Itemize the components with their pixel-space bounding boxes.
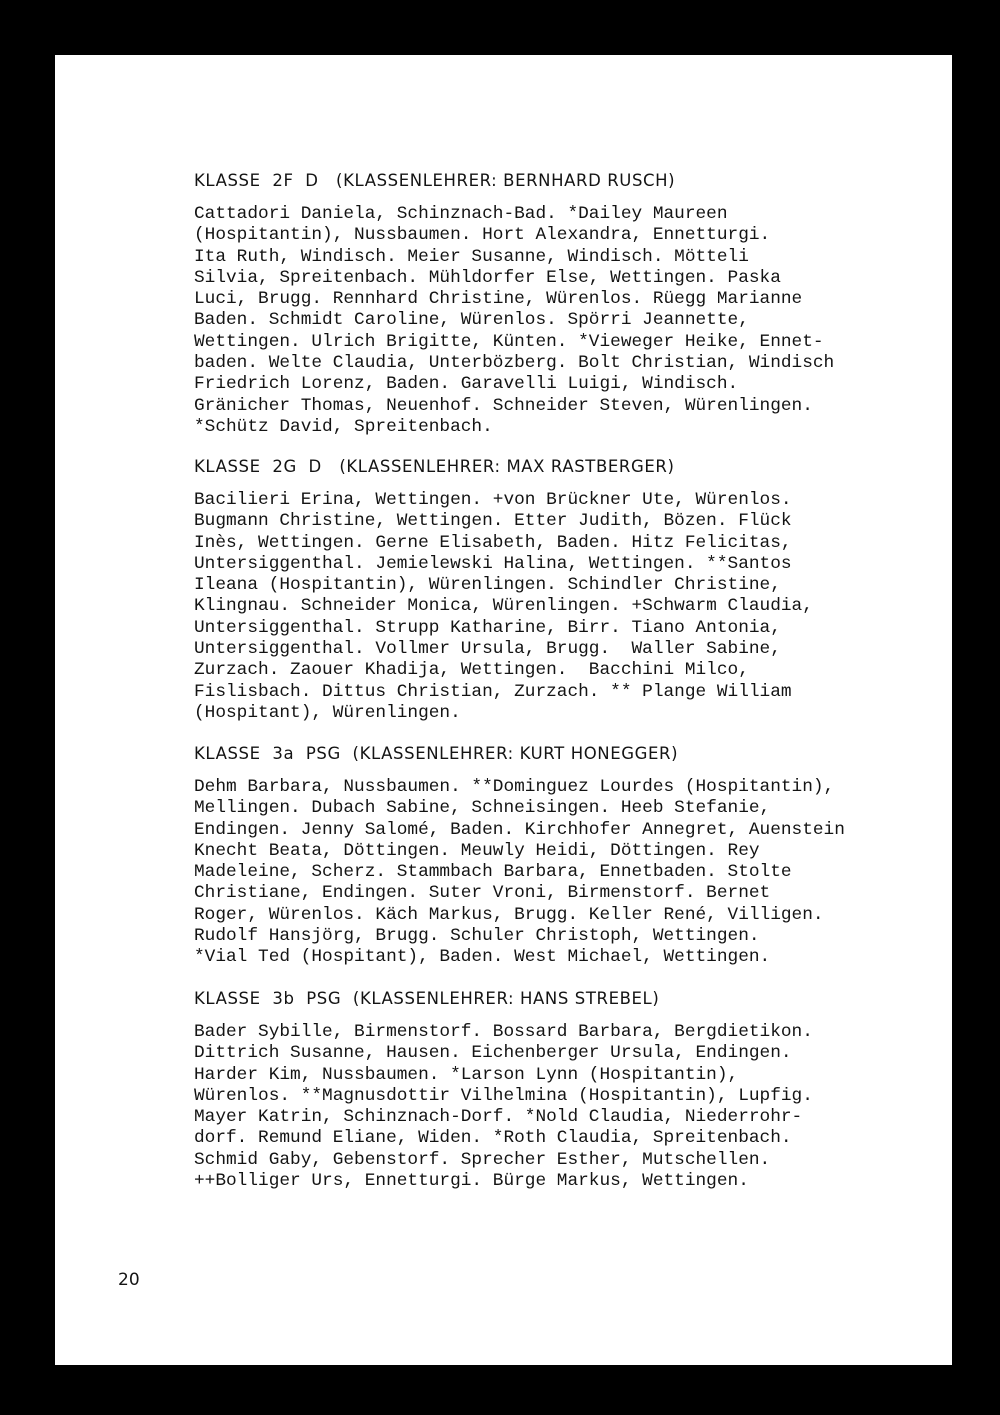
student-list-line: Wettingen. Ulrich Brigitte, Künten. *Vieweger Heike, Ennet- [194, 331, 824, 352]
student-list-line: Dittrich Susanne, Hausen. Eichenberger Ursula, Endingen. [194, 1043, 792, 1064]
student-list-line: Endingen. Jenny Salomé, Baden. Kirchhofer Annegret, Auenstein [194, 819, 845, 840]
student-list-line: Mayer Katrin, Schinznach-Dorf. *Nold Claudia, Niederrohr- [194, 1107, 803, 1128]
student-list-line: Gränicher Thomas, Neuenhof. Schneider Steven, Würenlingen. [194, 395, 813, 416]
student-list-line: Schmid Gaby, Gebenstorf. Sprecher Esther, Mutschellen. [194, 1149, 771, 1170]
student-list-line: Inès, Wettingen. Gerne Elisabeth, Baden. Hitz Felicitas, [194, 532, 792, 553]
student-list-line: Dehm Barbara, Nussbaumen. **Dominguez Lourdes (Hospitantin), [194, 777, 835, 797]
student-list-line: Baden. Schmidt Caroline, Würenlos. Spörri Jeannette, [194, 310, 749, 331]
student-list-line: baden. Welte Claudia, Unterbözberg. Bolt Christian, Windisch [194, 353, 835, 374]
student-list-line: Bader Sybille, Birmenstorf. Bossard Barbara, Bergdietikon. [194, 1022, 813, 1042]
class-section-3b [194, 989, 813, 1192]
student-list-line: (Hospitant), Würenlingen. [194, 702, 461, 723]
student-list-line: Klingnau. Schneider Monica, Würenlingen. +Schwarm Claudia, [194, 596, 813, 617]
class-heading: KLASSE 2F D (KLASSENLEHRER: BERNHARD RUSCH) [194, 171, 676, 190]
class-section-3a [194, 744, 845, 969]
student-list-line: Mellingen. Dubach Sabine, Schneisingen. Heeb Stefanie, [194, 798, 771, 819]
student-list-line: Ileana (Hospitantin), Würenlingen. Schindler Christine, [194, 575, 781, 596]
class-section-2g [194, 457, 813, 724]
class-heading: KLASSE 2G D (KLASSENLEHRER: MAX RASTBERGER) [194, 457, 675, 476]
student-list-line: Untersiggenthal. Strupp Katharine, Birr. Tiano Antonia, [194, 617, 781, 638]
student-list-line: Zurzach. Zaouer Khadija, Wettingen. Bacchini Milco, [194, 660, 749, 681]
student-list-line: *Schütz David, Spreitenbach. [194, 416, 493, 437]
class-section-2f [194, 171, 834, 438]
student-list-line: Christiane, Endingen. Suter Vroni, Birmenstorf. Bernet [194, 883, 771, 904]
class-heading: KLASSE 3b PSG (KLASSENLEHRER: HANS STREBEL) [194, 989, 660, 1008]
student-list-line: Harder Kim, Nussbaumen. *Larson Lynn (Hospitantin), [194, 1064, 739, 1085]
student-list-line: Untersiggenthal. Vollmer Ursula, Brugg. Waller Sabine, [194, 639, 781, 660]
student-list-line: Rudolf Hansjörg, Brugg. Schuler Christoph, Wettingen. [194, 926, 760, 947]
student-list-line: Friedrich Lorenz, Baden. Garavelli Luigi, Windisch. [194, 374, 739, 395]
student-list-line: Silvia, Spreitenbach. Mühldorfer Else, Wettingen. Paska [194, 267, 781, 288]
student-list-line: Bacilieri Erina, Wettingen. +von Brückner Ute, Würenlos. [194, 490, 792, 510]
student-list-line: Ita Ruth, Windisch. Meier Susanne, Windisch. Mötteli [194, 246, 749, 267]
student-list-line: dorf. Remund Eliane, Widen. *Roth Claudia, Spreitenbach. [194, 1128, 792, 1149]
student-list-line: Untersiggenthal. Jemielewski Halina, Wettingen. **Santos [194, 553, 792, 574]
document-page [55, 55, 952, 1365]
student-list-line: Knecht Beata, Döttingen. Meuwly Heidi, Döttingen. Rey [194, 840, 760, 861]
student-list-line: ++Bolliger Urs, Ennetturgi. Bürge Markus, Wettingen. [194, 1171, 749, 1192]
student-list-line: Cattadori Daniela, Schinznach-Bad. *Dailey Maureen [194, 204, 728, 224]
student-list-line: *Vial Ted (Hospitant), Baden. West Michael, Wettingen. [194, 947, 771, 968]
student-list-line: Bugmann Christine, Wettingen. Etter Judith, Bözen. Flück [194, 511, 792, 532]
student-list-line: Roger, Würenlos. Käch Markus, Brugg. Keller René, Villigen. [194, 904, 824, 925]
student-list-line: (Hospitantin), Nussbaumen. Hort Alexandra, Ennetturgi. [194, 225, 771, 246]
student-list-line: Luci, Brugg. Rennhard Christine, Würenlos. Rüegg Marianne [194, 289, 803, 310]
student-list-line: Fislisbach. Dittus Christian, Zurzach. ** Plange William [194, 681, 792, 702]
page-number: 20 [118, 1270, 140, 1290]
student-list-line: Madeleine, Scherz. Stammbach Barbara, Ennetbaden. Stolte [194, 862, 792, 883]
student-list-line: Würenlos. **Magnusdottir Vilhelmina (Hospitantin), Lupfig. [194, 1085, 813, 1106]
class-heading: KLASSE 3a PSG (KLASSENLEHRER: KURT HONEGGER) [194, 744, 679, 763]
